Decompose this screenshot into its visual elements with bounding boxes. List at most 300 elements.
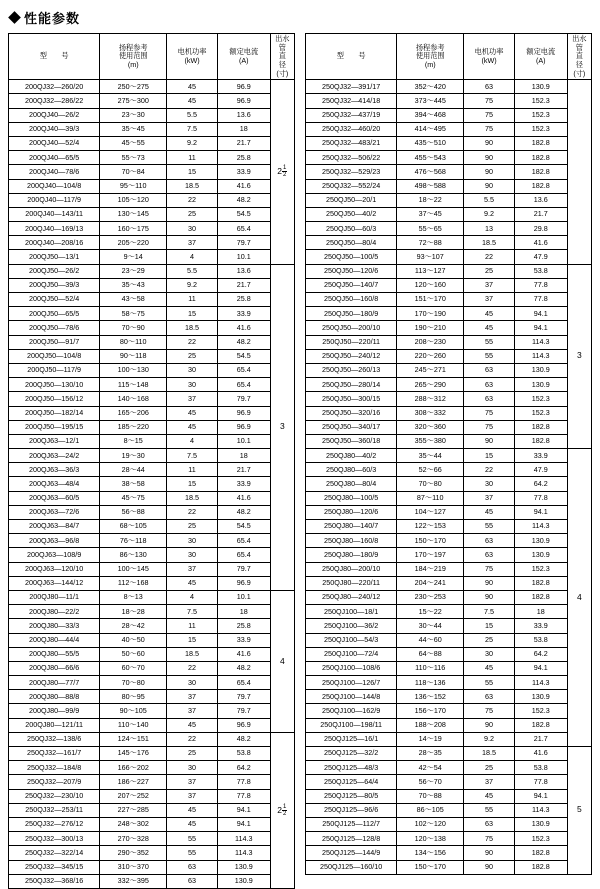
table-row (9, 789, 295, 803)
outlet-size-cell: 3 (567, 264, 591, 448)
cell-power: 11 (167, 619, 218, 633)
cell-head-range: 55～73 (100, 151, 167, 165)
col-header-current (217, 34, 270, 80)
cell-current: 79.7 (217, 690, 270, 704)
table-row (306, 548, 592, 562)
cell-current: 13.6 (217, 108, 270, 122)
cell-model: 250QJ125—80/5 (306, 789, 397, 803)
cell-power: 55 (464, 676, 515, 690)
table-row (306, 463, 592, 477)
cell-head-range: 52～66 (397, 463, 464, 477)
cell-power: 37 (464, 491, 515, 505)
cell-current: 41.6 (217, 491, 270, 505)
cell-power: 75 (464, 704, 515, 718)
cell-current: 65.4 (217, 534, 270, 548)
cell-power: 5.5 (167, 264, 218, 278)
cell-model: 200QJ63—144/12 (9, 576, 100, 590)
cell-power: 9.2 (167, 136, 218, 150)
cell-model: 200QJ63—72/6 (9, 505, 100, 519)
cell-power: 90 (464, 165, 515, 179)
cell-model: 250QJ32—529/23 (306, 165, 397, 179)
cell-current: 65.4 (217, 222, 270, 236)
cell-power: 25 (464, 761, 515, 775)
cell-current: 152.3 (514, 704, 567, 718)
cell-model: 200QJ32—286/22 (9, 94, 100, 108)
table-row (9, 406, 295, 420)
table-row (9, 477, 295, 491)
cell-head-range: 70～80 (397, 477, 464, 491)
cell-model: 200QJ63—48/4 (9, 477, 100, 491)
cell-head-range: 170～197 (397, 548, 464, 562)
cell-model: 250QJ50—220/11 (306, 335, 397, 349)
table-row (306, 690, 592, 704)
table-row (9, 463, 295, 477)
cell-model: 250QJ50—80/4 (306, 236, 397, 250)
cell-head-range: 40～50 (100, 633, 167, 647)
cell-current: 77.8 (514, 775, 567, 789)
col-header-head-l1: 扬程参考 (118, 42, 148, 52)
cell-power: 45 (167, 576, 218, 590)
table-row (306, 293, 592, 307)
table-row (9, 661, 295, 675)
cell-power: 75 (464, 562, 515, 576)
cell-current: 41.6 (217, 321, 270, 335)
table-row (306, 477, 592, 491)
cell-current: 10.1 (217, 590, 270, 604)
col-header-outlet-l1: 出水管 (572, 34, 587, 52)
cell-head-range: 72～88 (397, 236, 464, 250)
table-row (306, 832, 592, 846)
diamond-bullet-icon (8, 11, 21, 24)
cell-power: 25 (167, 349, 218, 363)
cell-current: 65.4 (217, 363, 270, 377)
cell-power: 55 (464, 803, 515, 817)
cell-head-range: 151～170 (397, 293, 464, 307)
cell-model: 200QJ40—169/13 (9, 222, 100, 236)
cell-head-range: 100～145 (100, 562, 167, 576)
cell-model: 200QJ63—84/7 (9, 520, 100, 534)
page-title-text: 性能参数 (24, 11, 81, 26)
table-row (9, 80, 295, 94)
cell-head-range: 270～328 (100, 832, 167, 846)
cell-current: 48.2 (217, 732, 270, 746)
cell-power: 45 (167, 406, 218, 420)
cell-current: 33.9 (217, 633, 270, 647)
cell-head-range: 230～253 (397, 590, 464, 604)
cell-current: 53.8 (514, 633, 567, 647)
cell-head-range: 130～145 (100, 207, 167, 221)
table-row (9, 874, 295, 888)
cell-power: 63 (464, 534, 515, 548)
cell-head-range: 23～29 (100, 264, 167, 278)
cell-model: 250QJ32—391/17 (306, 80, 397, 94)
table-row (9, 633, 295, 647)
cell-power: 90 (464, 136, 515, 150)
cell-head-range: 44～60 (397, 633, 464, 647)
col-header-outlet-l3: (寸) (573, 68, 586, 78)
col-header-outlet (567, 34, 591, 80)
cell-head-range: 23～30 (100, 108, 167, 122)
cell-model: 200QJ50—156/12 (9, 392, 100, 406)
table-row (9, 704, 295, 718)
cell-head-range: 355～380 (397, 434, 464, 448)
cell-model: 200QJ40—78/6 (9, 165, 100, 179)
cell-current: 79.7 (217, 392, 270, 406)
col-header-head-l3: (m) (127, 59, 139, 69)
cell-model: 200QJ63—36/3 (9, 463, 100, 477)
cell-model: 250QJ50—340/17 (306, 420, 397, 434)
cell-model: 200QJ50—78/6 (9, 321, 100, 335)
cell-head-range: 115～148 (100, 378, 167, 392)
cell-model: 250QJ50—320/16 (306, 406, 397, 420)
table-row (306, 761, 592, 775)
cell-power: 4 (167, 434, 218, 448)
cell-head-range: 70～88 (397, 789, 464, 803)
cell-power: 55 (464, 349, 515, 363)
cell-current: 48.2 (217, 661, 270, 675)
cell-power: 45 (167, 803, 218, 817)
cell-power: 11 (167, 151, 218, 165)
cell-head-range: 373～445 (397, 94, 464, 108)
cell-power: 4 (167, 250, 218, 264)
cell-power: 30 (167, 534, 218, 548)
table-row (306, 122, 592, 136)
cell-current: 65.4 (217, 378, 270, 392)
table-row (9, 676, 295, 690)
cell-model: 200QJ40—208/16 (9, 236, 100, 250)
cell-model: 250QJ32—460/20 (306, 122, 397, 136)
cell-power: 15 (167, 165, 218, 179)
cell-model: 200QJ63—108/9 (9, 548, 100, 562)
cell-model: 250QJ50—40/2 (306, 207, 397, 221)
cell-head-range: 120～160 (397, 278, 464, 292)
cell-head-range: 18～28 (100, 605, 167, 619)
page-title (10, 8, 592, 27)
cell-power: 45 (167, 718, 218, 732)
cell-model: 250QJ100—54/3 (306, 633, 397, 647)
col-header-head-l2: 使用范围 (415, 51, 445, 61)
cell-model: 250QJ80—40/2 (306, 449, 397, 463)
cell-current: 182.8 (514, 420, 567, 434)
cell-power: 15 (464, 619, 515, 633)
cell-head-range: 110～140 (100, 718, 167, 732)
cell-power: 55 (167, 846, 218, 860)
cell-current: 130.9 (217, 874, 270, 888)
cell-head-range: 8～13 (100, 590, 167, 604)
cell-current: 13.6 (217, 264, 270, 278)
cell-current: 182.8 (514, 165, 567, 179)
cell-current: 96.9 (217, 576, 270, 590)
table-row (306, 505, 592, 519)
cell-current: 54.5 (217, 207, 270, 221)
cell-current: 94.1 (514, 661, 567, 675)
cell-current: 48.2 (217, 193, 270, 207)
cell-head-range: 352～420 (397, 80, 464, 94)
cell-model: 250QJ50—360/18 (306, 434, 397, 448)
cell-power: 45 (167, 80, 218, 94)
cell-model: 250QJ100—162/9 (306, 704, 397, 718)
table-row (306, 378, 592, 392)
cell-model: 250QJ80—160/8 (306, 534, 397, 548)
cell-model: 250QJ50—180/9 (306, 307, 397, 321)
cell-model: 200QJ63—60/5 (9, 491, 100, 505)
cell-power: 18.5 (464, 747, 515, 761)
table-row (306, 94, 592, 108)
cell-power: 37 (167, 392, 218, 406)
cell-head-range: 70～80 (100, 676, 167, 690)
cell-head-range: 394～468 (397, 108, 464, 122)
cell-model: 250QJ50—100/5 (306, 250, 397, 264)
cell-model: 250QJ50—60/3 (306, 222, 397, 236)
cell-power: 75 (464, 406, 515, 420)
cell-power: 63 (167, 860, 218, 874)
cell-current: 94.1 (514, 307, 567, 321)
cell-power: 90 (464, 576, 515, 590)
cell-model: 250QJ32—345/15 (9, 860, 100, 874)
spacer-cell (295, 33, 305, 46)
cell-model: 250QJ100—198/11 (306, 718, 397, 732)
table-row (9, 761, 295, 775)
cell-head-range: 38～58 (100, 477, 167, 491)
cell-power: 18.5 (167, 491, 218, 505)
col-header-head-l3: (m) (424, 59, 436, 69)
table-row (9, 307, 295, 321)
table-row (9, 179, 295, 193)
table-row (9, 732, 295, 746)
table-row (9, 193, 295, 207)
cell-head-range: 204～241 (397, 576, 464, 590)
table-row (9, 619, 295, 633)
cell-current: 33.9 (217, 477, 270, 491)
table-row (9, 449, 295, 463)
cell-head-range: 110～116 (397, 661, 464, 675)
cell-head-range: 42～54 (397, 761, 464, 775)
cell-power: 63 (464, 392, 515, 406)
cell-head-range: 37～45 (397, 207, 464, 221)
cell-current: 94.1 (217, 803, 270, 817)
table-row (9, 165, 295, 179)
outlet-fraction (277, 165, 287, 179)
cell-current: 64.2 (514, 477, 567, 491)
cell-power: 63 (464, 690, 515, 704)
cell-power: 5.5 (464, 193, 515, 207)
table-spacer (295, 33, 305, 46)
cell-head-range: 70～84 (100, 165, 167, 179)
table-row (306, 250, 592, 264)
cell-head-range: 455～543 (397, 151, 464, 165)
cell-model: 200QJ80—44/4 (9, 633, 100, 647)
cell-current: 21.7 (217, 278, 270, 292)
table-row (9, 94, 295, 108)
col-header-outlet-l1: 出水管 (275, 34, 290, 52)
cell-power: 30 (167, 363, 218, 377)
table-row (306, 718, 592, 732)
cell-model: 200QJ80—88/8 (9, 690, 100, 704)
table-row (306, 860, 592, 874)
cell-model: 200QJ50—104/8 (9, 349, 100, 363)
col-header-model: 型 号 (306, 34, 397, 80)
cell-model: 250QJ32—483/21 (306, 136, 397, 150)
cell-power: 37 (167, 789, 218, 803)
table-row (9, 817, 295, 831)
table-row (9, 491, 295, 505)
cell-model: 250QJ125—64/4 (306, 775, 397, 789)
cell-model: 250QJ50—300/15 (306, 392, 397, 406)
cell-current: 33.9 (217, 165, 270, 179)
cell-power: 45 (464, 661, 515, 675)
cell-current: 47.9 (514, 250, 567, 264)
cell-model: 200QJ80—55/5 (9, 647, 100, 661)
table-row (306, 491, 592, 505)
cell-current: 79.7 (217, 562, 270, 576)
table-row (306, 534, 592, 548)
col-header-head (397, 34, 464, 80)
cell-head-range: 118～136 (397, 676, 464, 690)
table-row (9, 264, 295, 278)
table-row (306, 151, 592, 165)
cell-model: 250QJ80—240/12 (306, 590, 397, 604)
cell-model: 200QJ80—77/7 (9, 676, 100, 690)
table-row (9, 293, 295, 307)
table-row (306, 165, 592, 179)
cell-head-range: 86～130 (100, 548, 167, 562)
cell-current: 13.6 (514, 193, 567, 207)
cell-model: 250QJ32—506/22 (306, 151, 397, 165)
cell-head-range: 45～55 (100, 136, 167, 150)
cell-model: 250QJ80—180/9 (306, 548, 397, 562)
cell-model: 200QJ63—12/1 (9, 434, 100, 448)
cell-current: 53.8 (217, 747, 270, 761)
outlet-size-cell: 4 (270, 590, 294, 732)
table-row (306, 817, 592, 831)
col-header-model: 型 号 (9, 34, 100, 80)
cell-head-range: 165～206 (100, 406, 167, 420)
cell-head-range: 80～110 (100, 335, 167, 349)
cell-power: 37 (464, 775, 515, 789)
col-header-head-l1: 扬程参考 (415, 42, 445, 52)
table-row (306, 264, 592, 278)
cell-power: 11 (167, 293, 218, 307)
cell-power: 37 (464, 278, 515, 292)
cell-power: 37 (464, 293, 515, 307)
spec-table-right (305, 33, 592, 875)
table-row (306, 789, 592, 803)
table-row (306, 562, 592, 576)
cell-power: 75 (464, 832, 515, 846)
table-row (9, 534, 295, 548)
cell-power: 55 (167, 832, 218, 846)
cell-current: 130.9 (514, 378, 567, 392)
cell-model: 250QJ32—414/18 (306, 94, 397, 108)
cell-power: 7.5 (167, 122, 218, 136)
cell-head-range: 184～219 (397, 562, 464, 576)
cell-head-range: 190～210 (397, 321, 464, 335)
cell-power: 75 (464, 420, 515, 434)
table-row (306, 619, 592, 633)
table-row (9, 420, 295, 434)
cell-power: 30 (167, 548, 218, 562)
cell-model: 200QJ50—182/14 (9, 406, 100, 420)
cell-power: 4 (167, 590, 218, 604)
cell-power: 45 (464, 307, 515, 321)
table-row (306, 732, 592, 746)
cell-current: 152.3 (514, 122, 567, 136)
table-row (306, 222, 592, 236)
cell-current: 18 (217, 122, 270, 136)
table-row (9, 647, 295, 661)
cell-current: 41.6 (514, 236, 567, 250)
cell-head-range: 90～105 (100, 704, 167, 718)
cell-current: 96.9 (217, 406, 270, 420)
col-header-current-l2: (A) (535, 55, 546, 65)
cell-head-range: 134～156 (397, 846, 464, 860)
cell-head-range: 102～120 (397, 817, 464, 831)
cell-head-range: 70～90 (100, 321, 167, 335)
table-row (9, 349, 295, 363)
cell-current: 114.3 (514, 803, 567, 817)
table-row (306, 590, 592, 604)
cell-power: 63 (464, 363, 515, 377)
cell-power: 90 (464, 846, 515, 860)
cell-head-range: 90～118 (100, 349, 167, 363)
cell-current: 64.2 (217, 761, 270, 775)
table-row (306, 676, 592, 690)
col-header-outlet-l2: 直 径 (278, 51, 294, 69)
cell-model: 250QJ50—120/6 (306, 264, 397, 278)
cell-power: 30 (464, 477, 515, 491)
cell-head-range: 35～44 (397, 449, 464, 463)
cell-model: 250QJ50—240/12 (306, 349, 397, 363)
cell-model: 250QJ125—16/1 (306, 732, 397, 746)
cell-model: 200QJ50—130/10 (9, 378, 100, 392)
cell-current: 182.8 (514, 576, 567, 590)
cell-head-range: 150～170 (397, 860, 464, 874)
cell-current: 79.7 (217, 704, 270, 718)
cell-power: 63 (464, 548, 515, 562)
cell-current: 77.8 (217, 789, 270, 803)
outlet-size-cell (270, 732, 294, 888)
cell-model: 250QJ125—32/2 (306, 747, 397, 761)
table-row (306, 136, 592, 150)
cell-current: 18 (217, 605, 270, 619)
cell-head-range: 124～151 (100, 732, 167, 746)
table-row (306, 307, 592, 321)
cell-model: 200QJ80—99/9 (9, 704, 100, 718)
table-body-right (306, 80, 592, 875)
outlet-fraction-stack (282, 804, 287, 818)
cell-head-range: 30～44 (397, 619, 464, 633)
cell-model: 250QJ32—207/9 (9, 775, 100, 789)
cell-current: 130.9 (514, 80, 567, 94)
cell-power: 90 (464, 151, 515, 165)
cell-power: 90 (464, 434, 515, 448)
table-row (306, 661, 592, 675)
cell-model: 250QJ50—260/13 (306, 363, 397, 377)
cell-model: 200QJ50—26/2 (9, 264, 100, 278)
cell-head-range: 156～170 (397, 704, 464, 718)
cell-model: 250QJ32—437/19 (306, 108, 397, 122)
cell-current: 94.1 (514, 789, 567, 803)
cell-current: 25.8 (217, 293, 270, 307)
cell-head-range: 170～190 (397, 307, 464, 321)
cell-head-range: 76～118 (100, 534, 167, 548)
cell-current: 33.9 (514, 449, 567, 463)
cell-head-range: 220～260 (397, 349, 464, 363)
cell-power: 11 (167, 463, 218, 477)
table-row (306, 704, 592, 718)
cell-model: 250QJ100—108/6 (306, 661, 397, 675)
cell-current: 77.8 (514, 491, 567, 505)
